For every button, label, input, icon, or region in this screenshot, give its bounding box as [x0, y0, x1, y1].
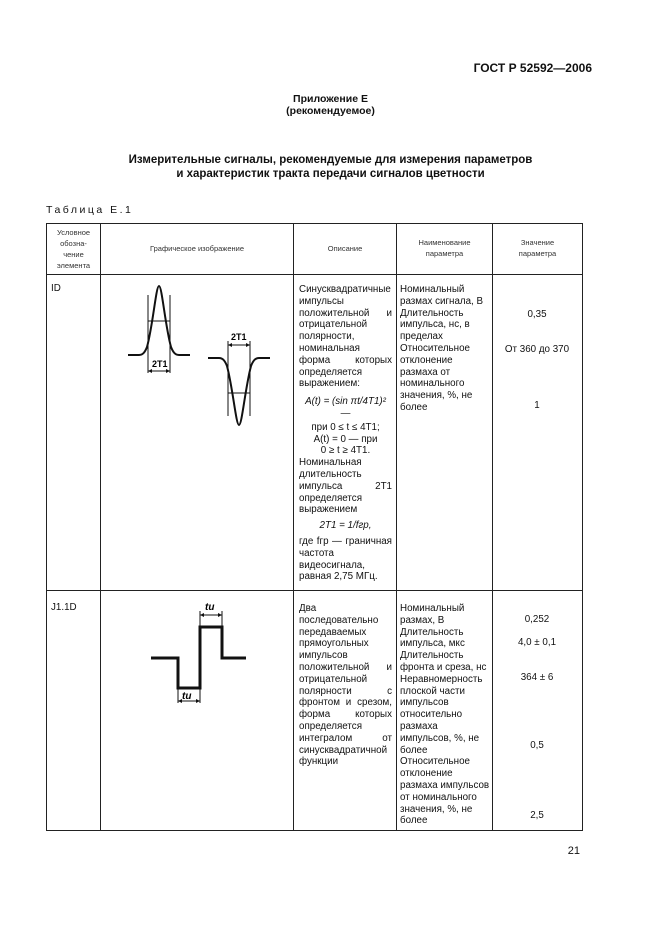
row-1-condition-1: при 0 ≤ t ≤ 4T1;	[311, 421, 380, 433]
param-value: 1	[534, 400, 540, 411]
row-2-designation: J1.1D	[51, 602, 77, 613]
signals-table	[46, 223, 583, 831]
param-name: Длительность фронта и среза, нс	[400, 650, 487, 673]
title-line-1: Измерительные сигналы, рекомендуемые для измерения параметров	[128, 154, 533, 166]
param-value: 0,35	[527, 309, 547, 320]
param-name: Номинальный размах, В	[400, 603, 465, 626]
negative-pulse-curve	[208, 358, 270, 425]
title-line-2: и характеристик тракта передачи сигналов цветности	[176, 168, 485, 180]
param-value: От 360 до 370	[504, 344, 570, 355]
row-1-sinesquared-pulses-figure	[101, 275, 292, 475]
col-header-param-name-line: Наименование	[418, 238, 471, 247]
param-value: 4,0 ± 0,1	[517, 637, 557, 648]
row-2-rectangular-pulses-figure	[101, 591, 292, 721]
pos-width-label: 2T1	[152, 359, 168, 369]
param-name: Длительность импульса, нс, в пределах	[400, 307, 470, 343]
col-header-designation-line: обозна-	[60, 239, 87, 248]
col-header-designation-line: элемента	[56, 261, 91, 270]
row-1-formula-main: A(t) = (sin πt/4T1)² —	[305, 396, 386, 419]
page-number: 21	[567, 845, 580, 857]
col-header-param-value-line: параметра	[518, 249, 557, 258]
col-header-designation-line: Условное	[56, 228, 91, 237]
col-header-graphic: Графическое изображение	[149, 244, 244, 253]
col-header-description: Описание	[327, 244, 363, 253]
rectangular-pulse-waveform	[151, 627, 246, 688]
row-1-designation: ID	[51, 283, 61, 294]
row-1-desc-width: Номинальная длительность импульса 2T1 определяется выражением	[299, 457, 392, 516]
row-1-desc-fgr: где fгр — граничная частота видеосигнала, равная 2,75 МГц.	[299, 535, 392, 583]
param-name: Неравномерность плоской части импульсов относительно размаха импульсов, %, не более	[400, 673, 483, 756]
param-value: 2,5	[530, 810, 544, 821]
top-width-label: tи	[205, 602, 215, 613]
param-name: Относительное отклонение размаха от номинального значения, %, не более	[400, 342, 473, 413]
row-1-desc-intro: Синусквадратичные импульсы положительной и отрицательной полярности, номинальная форма которых определяется выражением:	[299, 284, 392, 390]
row-1-description	[299, 284, 392, 583]
row-2-description: Два последовательно передаваемых прямоугольных импульсов положительной и отрицательной полярности с фронтом и срезом, форма которых определяется интегралом от синусквадратичной функции	[299, 603, 392, 768]
col-divider-2	[293, 223, 294, 831]
col-header-param-value-line: Значение	[520, 238, 555, 247]
col-header-param-name	[397, 237, 492, 259]
table-border-top	[46, 223, 583, 224]
row-1-params	[400, 284, 491, 414]
neg-width-label: 2T1	[231, 332, 247, 342]
page-title	[0, 153, 661, 181]
appendix-subtitle: (рекомендуемое)	[286, 105, 375, 117]
bottom-width-label: tи	[182, 691, 192, 702]
row-1-condition-3: 0 ≥ t ≥ 4T1.	[320, 445, 371, 457]
col-header-param-name-line: параметра	[425, 249, 464, 258]
row-1-condition-2: A(t) = 0 — при	[313, 433, 378, 445]
col-border-right	[582, 223, 583, 831]
col-header-param-value	[493, 237, 582, 259]
param-value: 0,5	[530, 740, 544, 751]
document-id: ГОСТ Р 52592—2006	[473, 61, 592, 75]
table-label: Таблица Е.1	[46, 204, 134, 216]
param-name: Относительное отклонение размаха импульсов от номинального значения, %, не более	[400, 756, 490, 827]
col-divider-3	[396, 223, 397, 831]
param-value: 0,252	[524, 614, 550, 625]
appendix-title: Приложение Е	[293, 93, 368, 105]
param-name: Номинальный размах сигнала, В	[400, 284, 484, 307]
col-border-left	[46, 223, 47, 831]
table-border-bottom	[46, 830, 583, 831]
row-1-formula-width: 2T1 = 1/fгр,	[319, 520, 372, 532]
col-header-designation-line: чение	[63, 250, 84, 259]
param-name: Длительность импульса, мкс	[400, 626, 465, 650]
param-value: 364 ± 6	[520, 672, 554, 683]
col-header-designation	[47, 227, 100, 271]
row-2-params	[400, 603, 491, 827]
